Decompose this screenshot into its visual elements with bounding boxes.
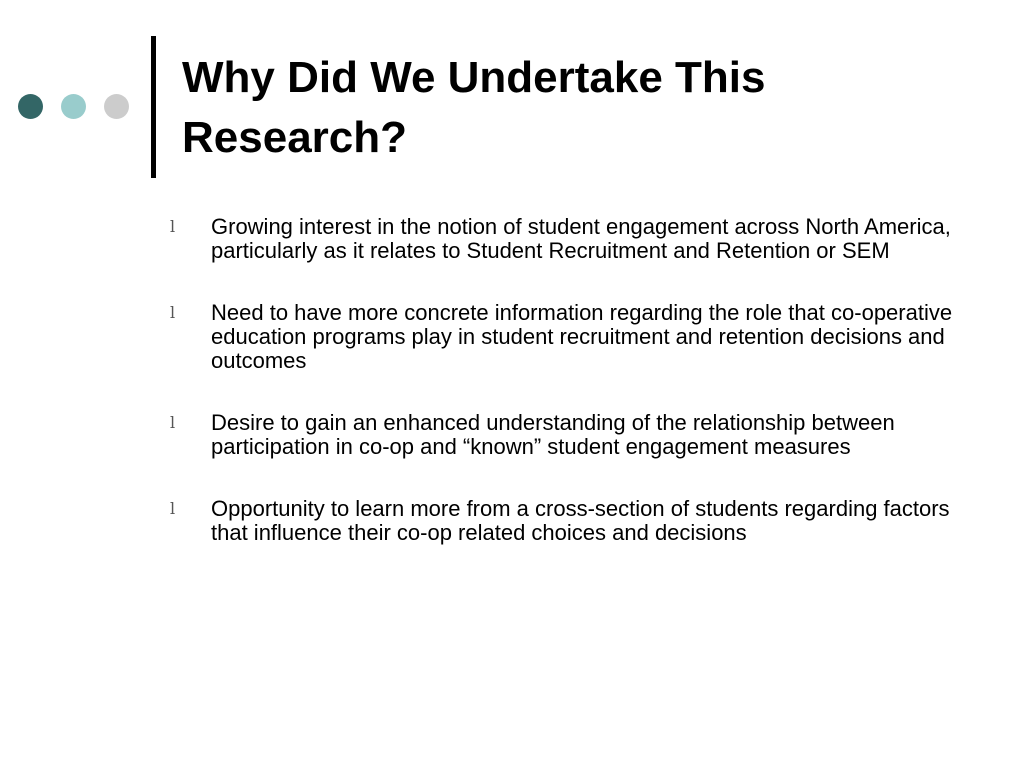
bullet-item [168,215,958,263]
bullet-marker-icon: l [170,499,176,518]
bullet-text: Desire to gain an enhanced understanding of the relationship between participation in co-op and “known” student engagement measures [211,410,895,459]
bullet-marker-icon: l [170,217,176,236]
bullet-marker-icon: l [170,303,176,322]
slide-title: Why Did We Undertake This Research? [182,53,766,162]
light-teal-dot-icon [61,94,86,119]
bullet-marker-icon: l [170,413,176,432]
bullet-item [168,301,958,373]
bullet-text: Opportunity to learn more from a cross-section of students regarding factors that influence their co-op related choices and decisions [211,496,950,545]
bullet-item [168,411,958,459]
bullet-text: Need to have more concrete information regarding the role that co-operative education programs play in student recruitment and retention decisions and outcomes [211,300,953,373]
bullet-list [168,215,958,583]
decorative-dots [18,94,129,119]
bullet-item [168,497,958,545]
dark-teal-dot-icon [18,94,43,119]
title-divider-bar [151,36,156,178]
bullet-text: Growing interest in the notion of student engagement across North America, particularly as it relates to Student Recruitment and Retention or SEM [211,214,951,263]
gray-dot-icon [104,94,129,119]
